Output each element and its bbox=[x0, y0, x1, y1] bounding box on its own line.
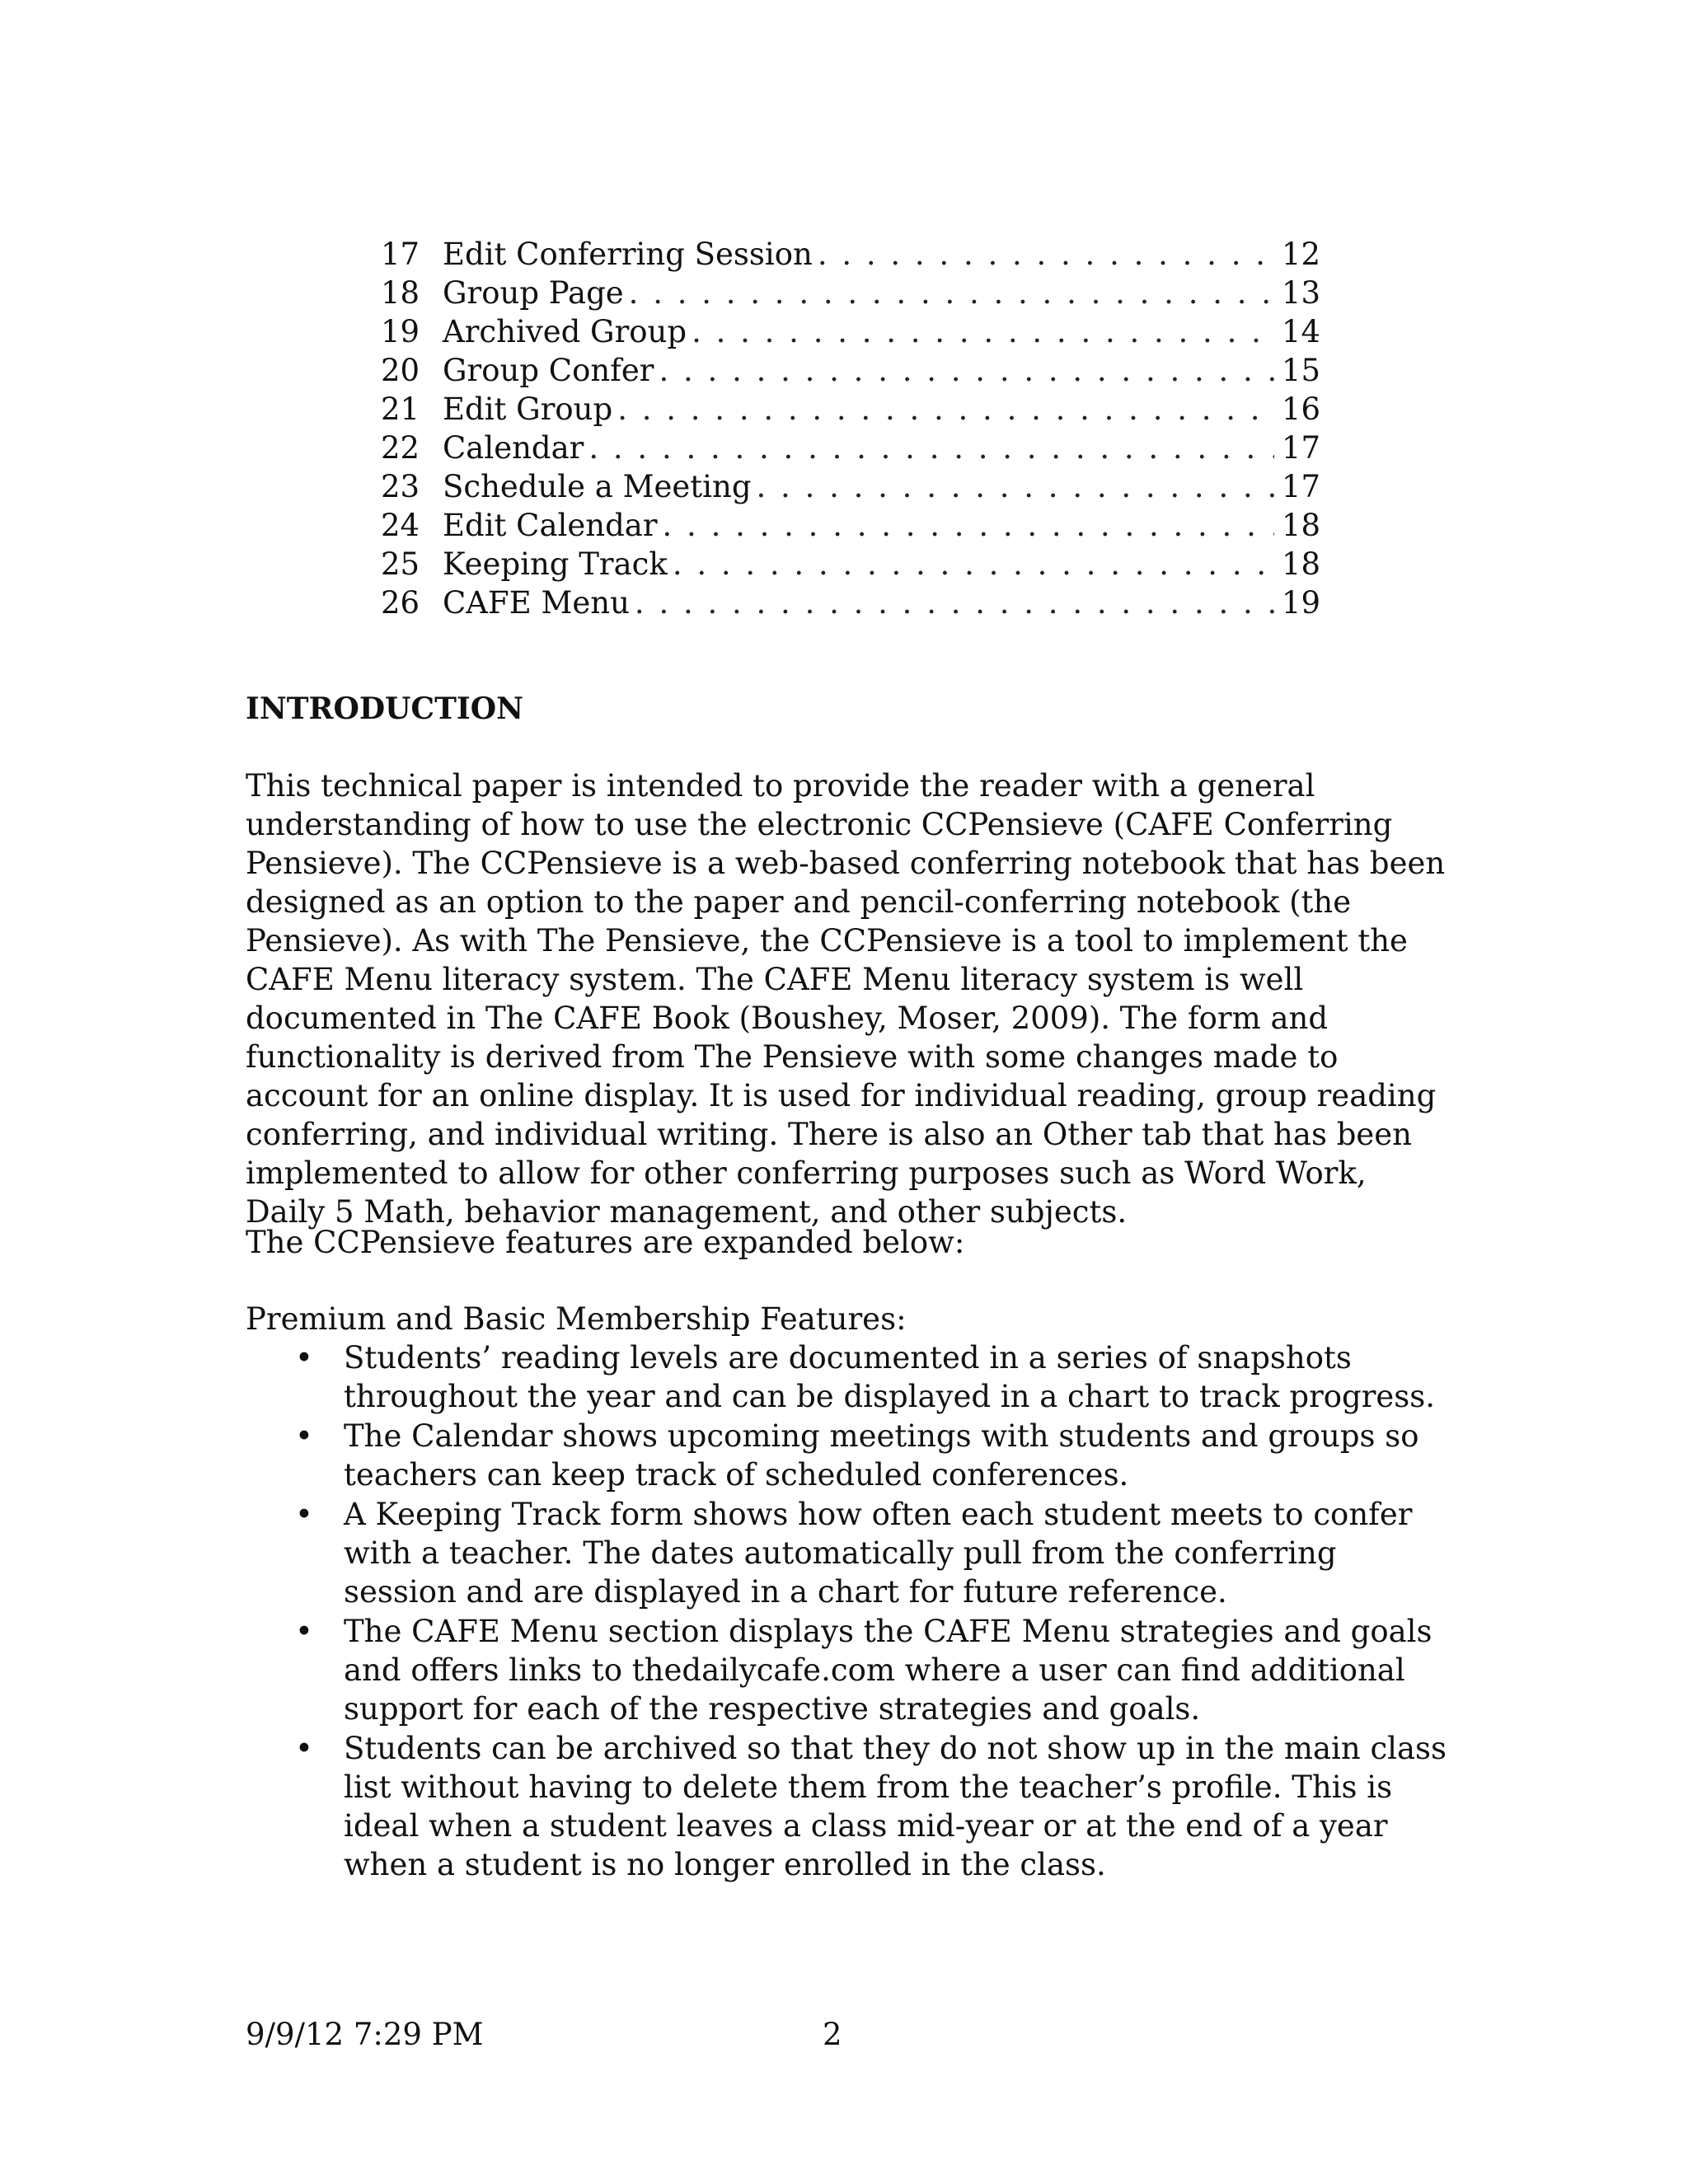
toc-dot-leader bbox=[659, 351, 1275, 390]
footer-datetime: 9/9/12 7:29 PM bbox=[246, 2017, 484, 2052]
toc-entry-number: 23 bbox=[381, 469, 420, 504]
toc-entry-title: Group Page bbox=[443, 275, 624, 311]
toc-entry-number: 21 bbox=[381, 391, 420, 427]
list-item bbox=[246, 1417, 1449, 1494]
list-item bbox=[246, 1495, 1449, 1611]
bullet-icon: • bbox=[295, 1497, 313, 1532]
toc-entry-title: Calendar bbox=[443, 430, 584, 466]
toc-entry[interactable] bbox=[381, 583, 1320, 622]
toc-entry-page: 14 bbox=[1281, 314, 1320, 349]
toc-entry-number: 25 bbox=[381, 546, 420, 582]
section-heading: INTRODUCTION bbox=[246, 691, 523, 726]
bullet-icon: • bbox=[295, 1418, 313, 1454]
toc-entry-number: 26 bbox=[381, 585, 420, 621]
toc-entry[interactable] bbox=[381, 274, 1320, 312]
list-item-text: Students’ reading levels are documented in a series of snapshots throughout the year and can be displayed in a chart to track progress. bbox=[344, 1340, 1436, 1414]
toc-entry[interactable] bbox=[381, 429, 1320, 467]
toc-entry-page: 15 bbox=[1281, 353, 1320, 388]
toc-dot-leader bbox=[692, 312, 1274, 351]
toc-entry-page: 18 bbox=[1281, 508, 1320, 543]
list-item bbox=[246, 1612, 1449, 1728]
list-item bbox=[246, 1729, 1449, 1884]
table-of-contents bbox=[381, 235, 1320, 622]
toc-entry-number: 18 bbox=[381, 275, 420, 311]
intro-paragraph: This technical paper is intended to provide the reader with a general understanding of how to use the electronic CCPensieve (CAFE Conferring Pensieve). The CCPensieve is a web-based conferring notebook that has been designed as an option to the paper and pencil-conferring notebook (the Pensieve). As with The Pensieve, the CCPensieve is a tool to implement the CAFE Menu literacy system. The CAFE Menu literacy system is well documented in The CAFE Book (Boushey, Moser, 2009). The form and functionality is derived from The Pensieve with some changes made to account for an online display. It is used for individual reading, group reading conferring, and individual writing. There is also an Other tab that has been implemented to allow for other conferring purposes such as Word Work, Daily 5 Math, behavior management, and other subjects. bbox=[246, 768, 1446, 1230]
toc-entry-title: Archived Group bbox=[443, 314, 687, 349]
toc-entry[interactable] bbox=[381, 545, 1320, 583]
toc-entry[interactable] bbox=[381, 467, 1320, 506]
toc-entry-title: Group Confer bbox=[443, 353, 654, 388]
footer-page-number: 2 bbox=[823, 2017, 842, 2052]
toc-entry-page: 12 bbox=[1281, 237, 1320, 272]
toc-dot-leader bbox=[629, 274, 1274, 312]
toc-entry[interactable] bbox=[381, 390, 1320, 429]
list-item-text: Students can be archived so that they do not show up in the main class list without having to delete them from the teacher’s profile. This is ideal when a student leaves a class mid-year or at the end of a year when a student is no longer enrolled in the class. bbox=[344, 1731, 1447, 1882]
toc-entry-number: 20 bbox=[381, 353, 420, 388]
toc-entry-title: Edit Calendar bbox=[443, 508, 658, 543]
toc-dot-leader bbox=[663, 506, 1274, 545]
toc-entry-page: 19 bbox=[1281, 585, 1320, 621]
toc-dot-leader bbox=[635, 583, 1274, 622]
toc-dot-leader bbox=[818, 235, 1274, 274]
toc-entry-title: Edit Group bbox=[443, 391, 613, 427]
features-bullet-list bbox=[246, 1338, 1449, 1885]
list-item-text: The CAFE Menu section displays the CAFE Menu strategies and goals and offers links to thedailycafe.com where a user can find additional support for each of the respective strategies and goals. bbox=[344, 1614, 1432, 1727]
toc-entry-number: 19 bbox=[381, 314, 420, 349]
toc-entry-page: 17 bbox=[1281, 430, 1320, 466]
features-intro-text: The CCPensieve features are expanded below: bbox=[246, 1225, 965, 1260]
toc-entry-number: 24 bbox=[381, 508, 420, 543]
toc-entry[interactable] bbox=[381, 506, 1320, 545]
toc-entry[interactable] bbox=[381, 312, 1320, 351]
toc-entry-number: 17 bbox=[381, 237, 420, 272]
bullet-icon: • bbox=[295, 1340, 313, 1376]
toc-entry-title: CAFE Menu bbox=[443, 585, 630, 621]
toc-dot-leader bbox=[588, 429, 1274, 467]
toc-dot-leader bbox=[617, 390, 1274, 429]
list-item-text: A Keeping Track form shows how often each student meets to confer with a teacher. The dates automatically pull from the conferring session and are displayed in a chart for future reference. bbox=[344, 1497, 1413, 1610]
toc-entry-number: 22 bbox=[381, 430, 420, 466]
toc-entry-title: Keeping Track bbox=[443, 546, 668, 582]
toc-entry-page: 17 bbox=[1281, 469, 1320, 504]
membership-features-label: Premium and Basic Membership Features: bbox=[246, 1301, 907, 1337]
toc-entry-page: 13 bbox=[1281, 275, 1320, 311]
toc-entry-title: Schedule a Meeting bbox=[443, 469, 752, 504]
bullet-icon: • bbox=[295, 1731, 313, 1766]
toc-entry-title: Edit Conferring Session bbox=[443, 237, 813, 272]
toc-entry[interactable] bbox=[381, 235, 1320, 274]
toc-entry[interactable] bbox=[381, 351, 1320, 390]
list-item bbox=[246, 1338, 1449, 1416]
bullet-icon: • bbox=[295, 1614, 313, 1649]
toc-entry-page: 18 bbox=[1281, 546, 1320, 582]
toc-dot-leader bbox=[673, 545, 1274, 583]
list-item-text: The Calendar shows upcoming meetings with students and groups so teachers can keep track of scheduled conferences. bbox=[344, 1418, 1419, 1493]
toc-dot-leader bbox=[757, 467, 1274, 506]
toc-entry-page: 16 bbox=[1281, 391, 1320, 427]
